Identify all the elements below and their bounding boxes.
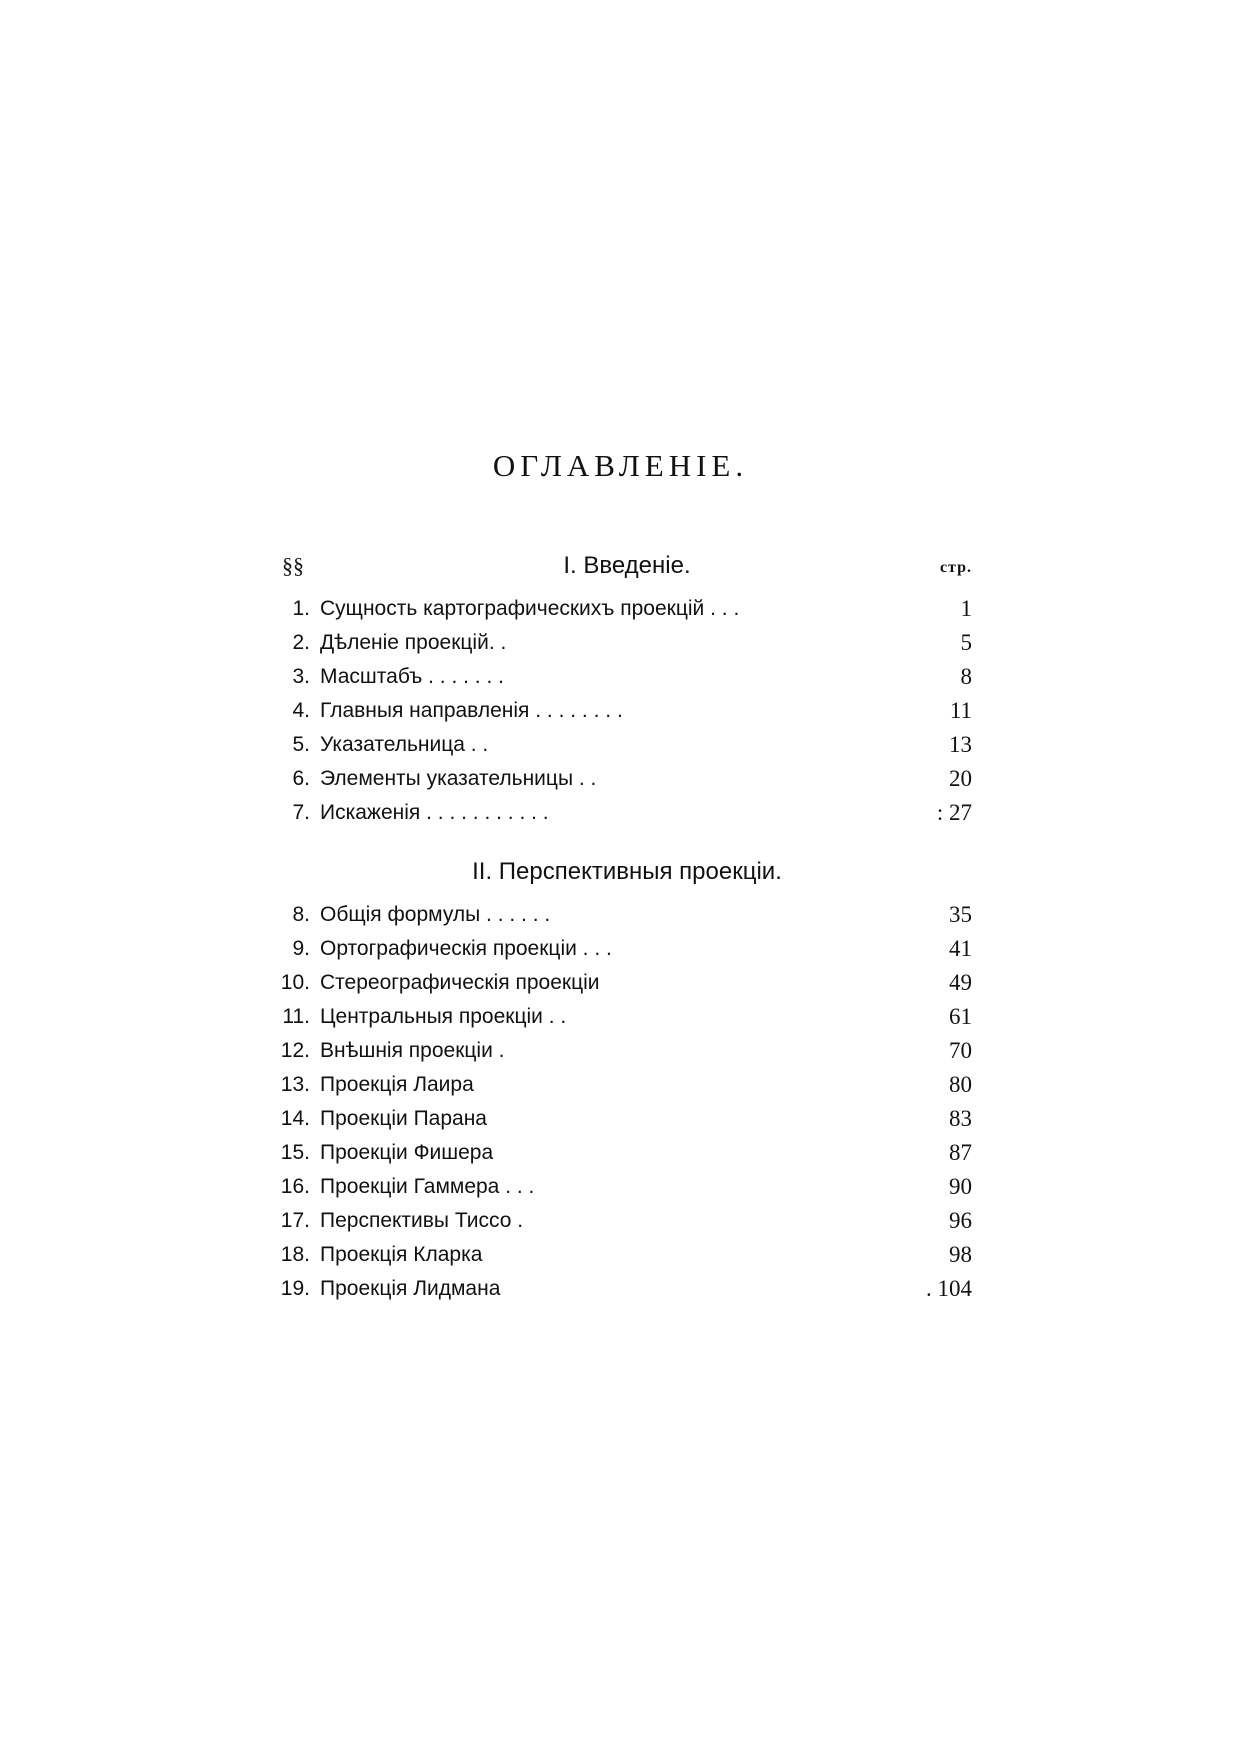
toc-entry[interactable] xyxy=(274,966,972,1000)
entry-page: 5 xyxy=(960,630,972,655)
entry-number: 1. xyxy=(292,597,310,620)
entry-title: Проекцiя Лаира xyxy=(320,1073,474,1096)
entry-page: 87 xyxy=(949,1140,972,1165)
page-column-label: стр. xyxy=(939,559,972,576)
entry-title: Указательница . . xyxy=(320,733,489,756)
entry-title: Общiя формулы . . . . . . xyxy=(320,903,551,926)
entry-page: 8 xyxy=(960,664,972,689)
toc-entry[interactable] xyxy=(274,694,972,728)
toc-entry[interactable] xyxy=(274,1034,972,1068)
entry-title: Перспективы Тиссо . xyxy=(320,1209,524,1232)
entry-page: 90 xyxy=(949,1174,972,1199)
entry-title: Проекцiи Гаммера . . . xyxy=(320,1175,535,1198)
entry-page: 1 xyxy=(960,596,972,621)
entry-page: 11 xyxy=(949,698,972,723)
entry-number: 13. xyxy=(280,1073,310,1096)
entry-page: 96 xyxy=(949,1208,972,1233)
entry-number: 16. xyxy=(280,1175,310,1198)
entry-title: Искаженiя . . . . . . . . . . . xyxy=(320,801,549,824)
entry-number: 2. xyxy=(292,631,310,654)
entry-page: : 27 xyxy=(936,800,972,825)
toc-entry[interactable] xyxy=(274,762,972,796)
entry-number: 8. xyxy=(292,903,310,926)
toc-entry[interactable] xyxy=(274,660,972,694)
section-title: II. Перспективныя проекцiи. xyxy=(472,858,782,885)
entry-number: 14. xyxy=(280,1107,310,1130)
entry-number: 12. xyxy=(280,1039,310,1062)
entry-page: 49 xyxy=(949,970,972,995)
toc-entry[interactable] xyxy=(274,1068,972,1102)
entry-number: 18. xyxy=(280,1243,310,1266)
entry-title: Центральныя проекцiи . . xyxy=(320,1005,567,1028)
toc-entry[interactable] xyxy=(274,1136,972,1170)
toc-entry[interactable] xyxy=(274,1102,972,1136)
entry-title: Стереографическiя проекцiи xyxy=(320,971,600,994)
entry-title: Масштабъ . . . . . . . xyxy=(320,665,504,688)
page-title: ОГЛАВЛЕНIЕ. xyxy=(492,448,749,483)
entry-title: Внѣшнiя проекцiи . xyxy=(320,1039,505,1062)
toc-entry[interactable] xyxy=(274,932,972,966)
entry-page: 80 xyxy=(949,1072,972,1097)
toc-entry[interactable] xyxy=(274,898,972,932)
entry-number: 17. xyxy=(280,1209,310,1232)
entry-number: 9. xyxy=(292,937,310,960)
entry-page: 70 xyxy=(949,1038,972,1063)
entry-number: 5. xyxy=(292,733,310,756)
toc-entry[interactable] xyxy=(274,592,972,626)
toc-list-section-1 xyxy=(274,592,972,830)
entry-title: Проекцiя Кларка xyxy=(320,1243,483,1266)
entry-number: 6. xyxy=(292,767,310,790)
toc-entry[interactable] xyxy=(274,1272,972,1306)
toc-entry[interactable] xyxy=(274,1170,972,1204)
entry-title: Проекцiи Парана xyxy=(320,1107,487,1130)
entry-title: Проекцiи Фишера xyxy=(320,1141,494,1164)
section-header xyxy=(282,546,972,586)
entry-page: 13 xyxy=(949,732,972,757)
entry-title: Дѣленiе проекцiй. . xyxy=(320,631,507,654)
entry-number: 15. xyxy=(280,1141,310,1164)
toc-entry[interactable] xyxy=(274,626,972,660)
entry-number: 4. xyxy=(292,699,310,722)
entry-number: 10. xyxy=(280,971,310,994)
toc-entry[interactable] xyxy=(274,1238,972,1272)
toc-entry[interactable] xyxy=(274,1204,972,1238)
section-title: I. Введенiе. xyxy=(563,552,691,579)
entry-page: 98 xyxy=(949,1242,972,1267)
entry-title: Главныя направленiя . . . . . . . . xyxy=(320,699,623,722)
entry-number: 11. xyxy=(282,1005,310,1028)
entry-page: 61 xyxy=(949,1004,972,1029)
entry-number: 3. xyxy=(292,665,310,688)
toc-entry[interactable] xyxy=(274,728,972,762)
entry-number: 19. xyxy=(280,1277,310,1300)
entry-number: 7. xyxy=(292,801,310,824)
toc-list-section-2 xyxy=(274,898,972,1306)
entry-title: Элементы указательницы . . xyxy=(320,767,597,790)
entry-page: 41 xyxy=(949,936,972,961)
toc-entry[interactable] xyxy=(274,1000,972,1034)
entry-title: Ортографическiя проекцiи . . . xyxy=(320,937,612,960)
entry-page: 83 xyxy=(949,1106,972,1131)
entry-page: . 104 xyxy=(926,1276,972,1301)
section-mark-label: §§ xyxy=(282,553,304,578)
entry-title: Проекцiя Лидмана xyxy=(320,1277,501,1300)
entry-page: 35 xyxy=(949,902,972,927)
entry-page: 20 xyxy=(949,766,972,791)
toc-entry[interactable] xyxy=(274,796,972,830)
entry-title: Сущность картографическихъ проекцiй . . . xyxy=(320,597,740,620)
